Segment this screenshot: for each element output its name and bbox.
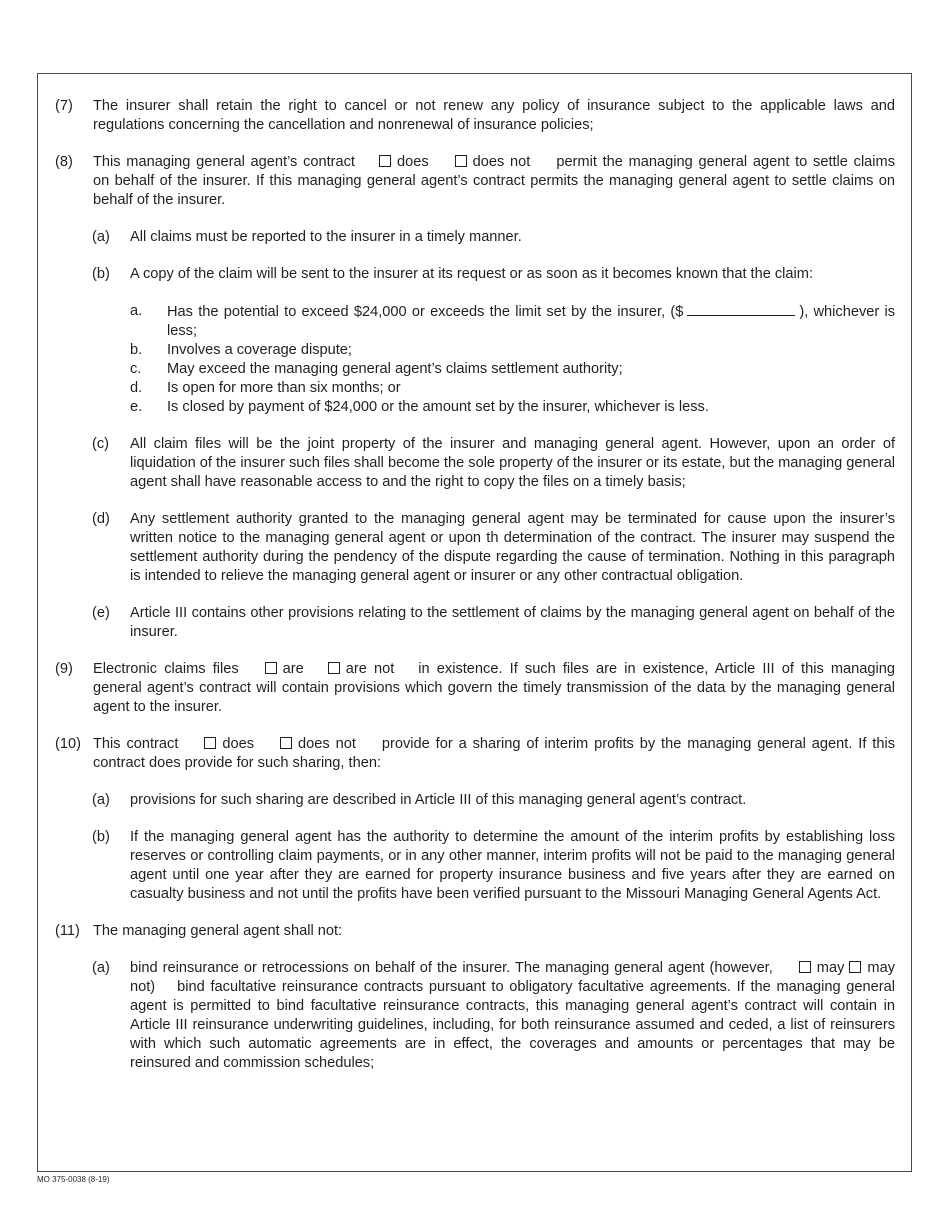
list-item bbox=[130, 398, 895, 417]
list-item bbox=[130, 360, 895, 379]
paragraph-number: (11) bbox=[55, 923, 80, 939]
subparagraph-text: All claim files will be the joint property of the insurer and managing general agent. However, upon an order of liquidation of the insurer such files shall become the sole property of the insurer or its estate, but the managing general agent shall have reasonable access to and the right to copy the files on a timely basis; bbox=[130, 436, 895, 490]
checkbox-label: may bbox=[816, 960, 845, 976]
list-item-text: Is closed by payment of $24,000 or the amount set by the insurer, whichever is less. bbox=[167, 399, 709, 415]
subparagraph-8d bbox=[92, 510, 895, 586]
subparagraph-number: (a) bbox=[92, 792, 110, 808]
checkbox-does-not[interactable] bbox=[280, 737, 292, 749]
checkbox-label: are bbox=[282, 661, 304, 677]
subparagraph-text: Article III contains other provisions relating to the settlement of claims by the managing general agent on behalf of the insurer. bbox=[130, 605, 895, 640]
text-segment: Electronic claims files bbox=[93, 661, 239, 677]
paragraph-number: (9) bbox=[55, 661, 73, 677]
subparagraph-number: (b) bbox=[92, 266, 110, 282]
text-segment: Has the potential to exceed $24,000 or exceeds the limit set by the insurer, ($ bbox=[167, 304, 684, 320]
form-id-footer: MO 375-0038 (8-19) bbox=[37, 1175, 110, 1184]
subparagraph-number: (e) bbox=[92, 605, 110, 621]
paragraph-number: (10) bbox=[55, 736, 81, 752]
paragraph-text bbox=[93, 735, 895, 773]
checkbox-does[interactable] bbox=[379, 155, 391, 167]
paragraph-text bbox=[93, 660, 895, 717]
subparagraph-text: Any settlement authority granted to the managing general agent may be terminated for cause upon the insurer’s written notice to the managing general agent or upon th determination of the contract. The insurer may suspend the settlement authority during the pendency of the dispute regarding the cause of termination. Nothing in this paragraph is intended to relieve the managing general agent or insurer or any other contractual obligation. bbox=[130, 511, 895, 584]
list-item-marker: d. bbox=[130, 380, 143, 396]
list-item bbox=[130, 302, 895, 341]
list-item bbox=[130, 341, 895, 360]
list-item-text bbox=[167, 302, 895, 341]
subparagraph-text: provisions for such sharing are described in Article III of this managing general agent’s contract. bbox=[130, 792, 747, 808]
list-item-text: Is open for more than six months; or bbox=[167, 380, 401, 396]
subparagraph-10a bbox=[92, 791, 895, 810]
paragraph-7 bbox=[55, 97, 895, 135]
checkbox-may[interactable] bbox=[799, 961, 811, 973]
checkbox-label: may not) bbox=[130, 960, 895, 995]
text-segment: bind facultative reinsurance contracts pursuant to obligatory facultative agreements. If the managing general agent is permitted to bind facultative reinsurance contracts, this managing general agent’s contract will contain in Article III reinsurance underwriting guidelines, including, for both reinsurance assumed and ceded, a list of reinsurers with which such automatic agreements are in effect, the coverages and amounts or percentages that may be reinsured and commission schedules; bbox=[130, 979, 895, 1071]
checkbox-may-not[interactable] bbox=[849, 961, 861, 973]
checkbox-label: does not bbox=[472, 154, 531, 170]
subparagraph-8c bbox=[92, 435, 895, 492]
text-segment: permit the managing general agent to settle claims on behalf of the insurer. If this managing general agent’s contract permits the managing general agent to settle claims on behalf of the insurer. bbox=[93, 154, 895, 208]
subparagraph-text: All claims must be reported to the insurer in a timely manner. bbox=[130, 229, 522, 245]
checkbox-label: does bbox=[222, 736, 255, 752]
subparagraph-11a bbox=[92, 959, 895, 1073]
checkbox-does-not[interactable] bbox=[455, 155, 467, 167]
text-segment: provide for a sharing of interim profits by the managing general agent. If this contract does provide for such sharing, then: bbox=[93, 736, 895, 771]
text-segment: ), whichever is less; bbox=[167, 304, 895, 339]
checkbox-label: does bbox=[397, 154, 429, 170]
subparagraph-number: (a) bbox=[92, 960, 110, 976]
paragraph-8 bbox=[55, 153, 895, 210]
text-segment: in existence. If such files are in existence, Article III of this managing general agent’s contract will contain provisions which govern the timely transmission of the data by the managing general agent to the insurer. bbox=[93, 661, 895, 715]
paragraph-text bbox=[93, 153, 895, 210]
paragraph-text: The managing general agent shall not: bbox=[93, 923, 343, 939]
list-item-text: May exceed the managing general agent’s claims settlement authority; bbox=[167, 361, 623, 377]
checkbox-label: does not bbox=[298, 736, 356, 752]
list-item-marker: c. bbox=[130, 361, 142, 377]
list-item-marker: b. bbox=[130, 342, 143, 358]
paragraph-text: The insurer shall retain the right to cancel or not renew any policy of insurance subject to the applicable laws and regulations concerning the cancellation and nonrenewal of insurance policies; bbox=[93, 98, 895, 133]
page-frame bbox=[37, 73, 912, 1172]
list-item-marker: e. bbox=[130, 399, 143, 415]
subparagraph-10b bbox=[92, 828, 895, 904]
subparagraph-number: (a) bbox=[92, 229, 110, 245]
subparagraph-8e bbox=[92, 604, 895, 642]
subparagraph-number: (c) bbox=[92, 436, 110, 452]
list-item-text: Involves a coverage dispute; bbox=[167, 342, 352, 358]
limit-amount-field[interactable] bbox=[687, 302, 795, 316]
subparagraph-8b bbox=[92, 265, 895, 284]
text-segment: This contract bbox=[93, 736, 179, 752]
paragraph-10 bbox=[55, 735, 895, 773]
subparagraph-text: If the managing general agent has the authority to determine the amount of the interim profits by establishing loss reserves or controlling claim payments, or in any other manner, interim profits will not be paid to the managing general agent until one year after they are earned for property insurance business and five years after they are earned on casualty business and not until the profits have been verified pursuant to the Missouri Managing General Agents Act. bbox=[130, 829, 895, 902]
paragraph-number: (8) bbox=[55, 154, 73, 170]
subparagraph-text bbox=[130, 959, 895, 1073]
paragraph-number: (7) bbox=[55, 98, 73, 114]
paragraph-9 bbox=[55, 660, 895, 717]
subparagraph-number: (b) bbox=[92, 829, 110, 845]
form-content bbox=[55, 97, 895, 1091]
text-segment: bind reinsurance or retrocessions on behalf of the insurer. The managing general agent (however, bbox=[130, 960, 773, 976]
checkbox-does[interactable] bbox=[204, 737, 216, 749]
claim-conditions-list bbox=[130, 302, 895, 417]
checkbox-are-not[interactable] bbox=[328, 662, 340, 674]
subparagraph-8a bbox=[92, 228, 895, 247]
list-item bbox=[130, 379, 895, 398]
text-segment: This managing general agent’s contract bbox=[93, 154, 355, 170]
paragraph-11 bbox=[55, 922, 895, 941]
subparagraph-text: A copy of the claim will be sent to the insurer at its request or as soon as it becomes known that the claim: bbox=[130, 266, 813, 282]
subparagraph-number: (d) bbox=[92, 511, 110, 527]
checkbox-label: are not bbox=[345, 661, 395, 677]
checkbox-are[interactable] bbox=[265, 662, 277, 674]
list-item-marker: a. bbox=[130, 303, 143, 319]
